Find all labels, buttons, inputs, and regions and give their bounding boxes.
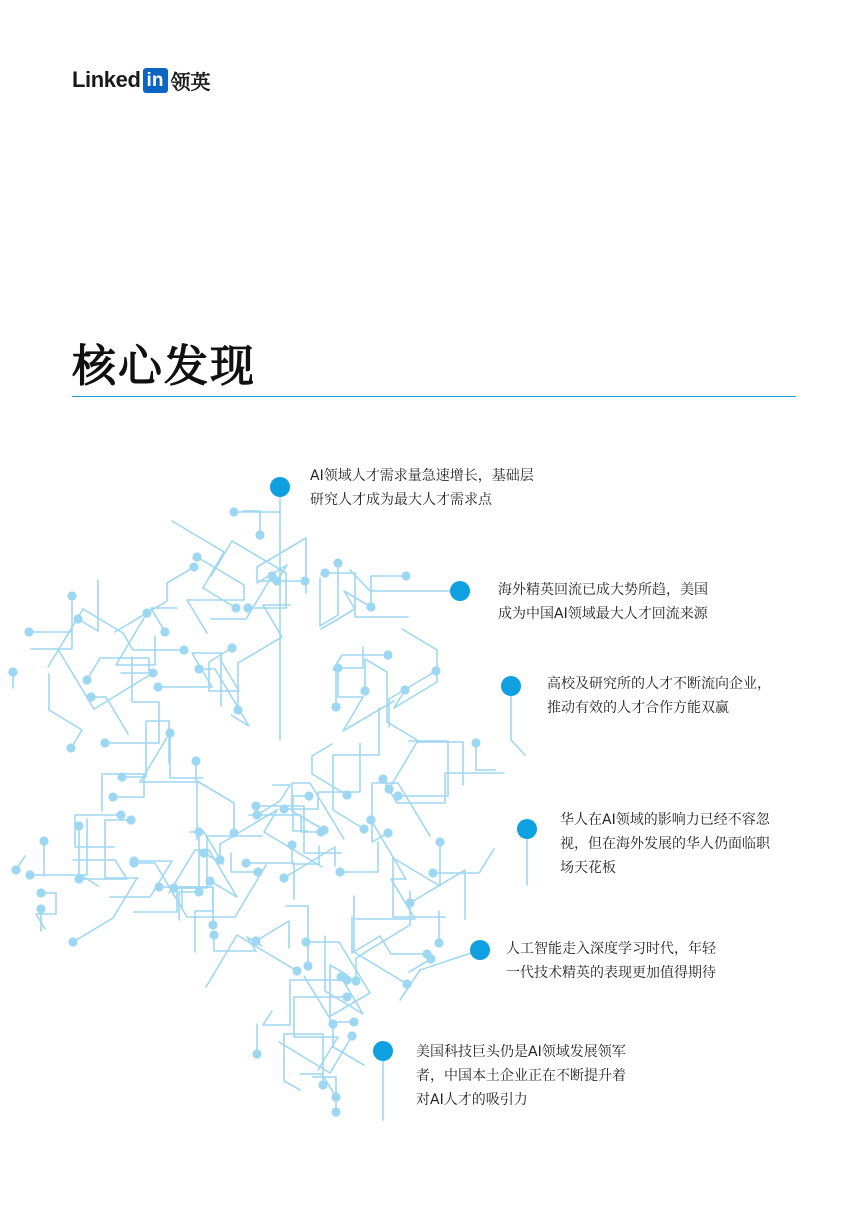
circuit-node xyxy=(36,904,45,913)
circuit-node xyxy=(117,772,126,781)
circuit-node xyxy=(194,664,203,673)
circuit-node xyxy=(215,855,224,864)
circuit-trace xyxy=(159,887,213,952)
circuit-trace xyxy=(257,538,306,593)
circuit-trace xyxy=(140,731,196,782)
finding-4-text xyxy=(560,808,770,880)
circuit-trace xyxy=(284,1034,323,1090)
circuit-trace xyxy=(122,721,169,777)
finding-6-line-3: 对AI人才的吸引力 xyxy=(416,1092,528,1108)
circuit-trace xyxy=(263,980,347,1025)
circuit-node xyxy=(24,627,33,636)
finding-5-text xyxy=(506,937,716,985)
circuit-trace xyxy=(389,742,463,789)
circuit-node xyxy=(359,824,368,833)
circuit-node xyxy=(252,1049,261,1058)
circuit-node xyxy=(383,828,392,837)
circuit-node xyxy=(434,938,443,947)
circuit-node xyxy=(251,936,260,945)
callout-connector xyxy=(400,950,480,1000)
finding-5-marker xyxy=(470,940,490,960)
finding-1-text xyxy=(310,464,534,512)
circuit-node xyxy=(154,882,163,891)
circuit-node xyxy=(227,643,236,652)
circuit-node xyxy=(209,930,218,939)
circuit-node xyxy=(86,692,95,701)
circuit-node xyxy=(169,883,178,892)
circuit-node xyxy=(435,837,444,846)
circuit-node xyxy=(74,874,83,883)
circuit-node xyxy=(431,666,440,675)
circuit-node xyxy=(229,828,238,837)
finding-1-line-1: AI领域人才需求量急速增长，基础层 xyxy=(310,468,534,484)
circuit-node xyxy=(366,602,375,611)
circuit-node xyxy=(287,840,296,849)
circuit-node xyxy=(148,668,157,677)
finding-3-line-1: 高校及研究所的人才不断流向企业， xyxy=(547,676,771,692)
circuit-node xyxy=(252,810,261,819)
circuit-node xyxy=(331,702,340,711)
circuit-trace xyxy=(340,842,378,872)
circuit-node xyxy=(205,876,214,885)
circuit-node xyxy=(199,848,208,857)
finding-6-text xyxy=(416,1040,626,1112)
circuit-trace xyxy=(476,743,495,770)
circuit-node xyxy=(82,675,91,684)
finding-6-line-2: 者，中国本土企业正在不断提升着 xyxy=(416,1068,626,1084)
finding-2-text xyxy=(498,578,708,626)
finding-4-line-3: 场天花板 xyxy=(560,860,616,876)
circuit-node xyxy=(233,705,242,714)
circuit-node xyxy=(241,858,250,867)
circuit-node xyxy=(342,790,351,799)
finding-5-line-1: 人工智能走入深度学习时代，年轻 xyxy=(506,941,716,957)
circuit-node xyxy=(116,810,125,819)
circuit-trace xyxy=(256,921,289,948)
finding-1-marker xyxy=(270,477,290,497)
circuit-node xyxy=(336,972,345,981)
circuit-node xyxy=(66,743,75,752)
finding-2-line-1: 海外精英回流已成大势所趋，美国 xyxy=(498,582,708,598)
circuit-trace xyxy=(336,647,363,707)
circuit-node xyxy=(160,627,169,636)
circuit-trace xyxy=(238,605,290,710)
circuit-node xyxy=(292,966,301,975)
finding-6-marker xyxy=(373,1041,393,1061)
circuit-node xyxy=(100,738,109,747)
circuit-trace xyxy=(220,810,322,867)
circuit-node xyxy=(366,815,375,824)
finding-4-marker xyxy=(517,819,537,839)
circuit-trace xyxy=(433,849,494,873)
circuit-trace xyxy=(372,783,430,842)
circuit-node xyxy=(165,728,174,737)
circuit-trace xyxy=(398,741,448,796)
circuit-node xyxy=(378,774,387,783)
circuit-node xyxy=(349,1017,358,1026)
circuit-node xyxy=(253,867,262,876)
finding-4-line-2: 视，但在海外发展的华人仍面临职 xyxy=(560,836,770,852)
circuit-trace xyxy=(73,878,137,942)
circuit-node xyxy=(194,827,203,836)
circuit-trace xyxy=(172,521,236,608)
circuit-trace xyxy=(91,697,128,734)
circuit-node xyxy=(39,836,48,845)
circuit-node xyxy=(320,568,329,577)
circuit-node xyxy=(471,738,480,747)
circuit-node xyxy=(11,865,20,874)
page-title: 核心发现 xyxy=(72,341,256,392)
circuit-trace xyxy=(78,580,98,631)
circuit-node xyxy=(318,1080,327,1089)
circuit-trace xyxy=(292,845,319,864)
circuit-trace xyxy=(279,1036,352,1073)
circuit-trace xyxy=(170,733,203,778)
circuit-node xyxy=(267,571,276,580)
circuit-node xyxy=(255,530,264,539)
circuit-node xyxy=(400,685,409,694)
finding-6-line-1: 美国科技巨头仍是AI领域发展领军 xyxy=(416,1044,626,1060)
circuit-node xyxy=(279,873,288,882)
finding-2-marker xyxy=(450,581,470,601)
circuit-node xyxy=(384,784,393,793)
circuit-node xyxy=(126,815,135,824)
circuit-node xyxy=(231,603,240,612)
circuit-node xyxy=(36,888,45,897)
circuit-node xyxy=(342,992,351,1001)
circuit-node xyxy=(428,868,437,877)
circuit-node xyxy=(194,887,203,896)
circuit-node xyxy=(328,1019,337,1028)
circuit-node xyxy=(402,979,411,988)
logo-in-badge: in xyxy=(143,68,168,93)
circuit-trace xyxy=(49,674,82,748)
circuit-node xyxy=(333,558,342,567)
title-divider xyxy=(72,396,796,397)
circuit-node xyxy=(331,1092,340,1101)
circuit-node xyxy=(304,791,313,800)
circuit-node xyxy=(405,898,414,907)
circuit-node xyxy=(351,976,360,985)
circuit-trace xyxy=(354,896,407,984)
circuit-node xyxy=(189,562,198,571)
circuit-node xyxy=(360,686,369,695)
circuit-node xyxy=(191,756,200,765)
finding-3-line-2: 推动有效的人才合作方能双赢 xyxy=(547,700,729,716)
circuit-trace xyxy=(31,596,72,649)
circuit-trace xyxy=(356,891,410,981)
circuit-node xyxy=(153,682,162,691)
circuit-node xyxy=(401,571,410,580)
linkedin-logo xyxy=(72,64,211,96)
circuit-trace xyxy=(389,671,436,727)
circuit-trace xyxy=(312,744,347,795)
circuit-node xyxy=(229,507,238,516)
circuit-node xyxy=(251,801,260,810)
finding-5-line-2: 一代技术精英的表现更加值得期待 xyxy=(506,965,716,981)
circuit-node xyxy=(319,825,328,834)
circuit-node xyxy=(243,603,252,612)
circuit-node xyxy=(279,804,288,813)
circuit-node xyxy=(301,937,310,946)
logo-wordmark: Linked xyxy=(72,67,141,92)
circuit-node xyxy=(208,920,217,929)
circuit-node xyxy=(335,867,344,876)
circuit-node xyxy=(142,608,151,617)
circuit-trace xyxy=(134,832,199,912)
callout-connector xyxy=(511,686,525,755)
circuit-node xyxy=(108,792,117,801)
circuit-node xyxy=(303,961,312,970)
finding-2-line-2: 成为中国AI领域最大人才回流来源 xyxy=(498,606,708,622)
circuit-node xyxy=(25,870,34,879)
circuit-node xyxy=(74,821,83,830)
circuit-node xyxy=(67,591,76,600)
circuit-node xyxy=(300,576,309,585)
circuit-node xyxy=(68,937,77,946)
circuit-node xyxy=(393,791,402,800)
circuit-node xyxy=(383,650,392,659)
circuit-node xyxy=(422,949,431,958)
circuit-node xyxy=(8,667,17,676)
circuit-trace xyxy=(321,591,371,629)
circuit-trace xyxy=(410,870,465,919)
finding-1-line-2: 研究人才成为最大人才需求点 xyxy=(310,492,492,508)
logo-chinese-name: 领英 xyxy=(170,69,211,94)
circuit-node xyxy=(129,858,138,867)
circuit-node xyxy=(333,663,342,672)
finding-3-marker xyxy=(501,676,521,696)
circuit-node xyxy=(179,645,188,654)
finding-4-line-1: 华人在AI领域的影响力已经不容忽 xyxy=(560,812,770,828)
circuit-trace xyxy=(352,917,427,954)
finding-3-text xyxy=(547,672,771,720)
circuit-trace xyxy=(115,567,194,632)
circuit-trace xyxy=(59,651,153,709)
circuit-node xyxy=(347,1031,356,1040)
circuit-node xyxy=(73,614,82,623)
circuit-trace xyxy=(394,629,437,708)
circuit-node xyxy=(192,552,201,561)
circuit-node xyxy=(331,1107,340,1116)
circuit-trace xyxy=(338,668,394,731)
